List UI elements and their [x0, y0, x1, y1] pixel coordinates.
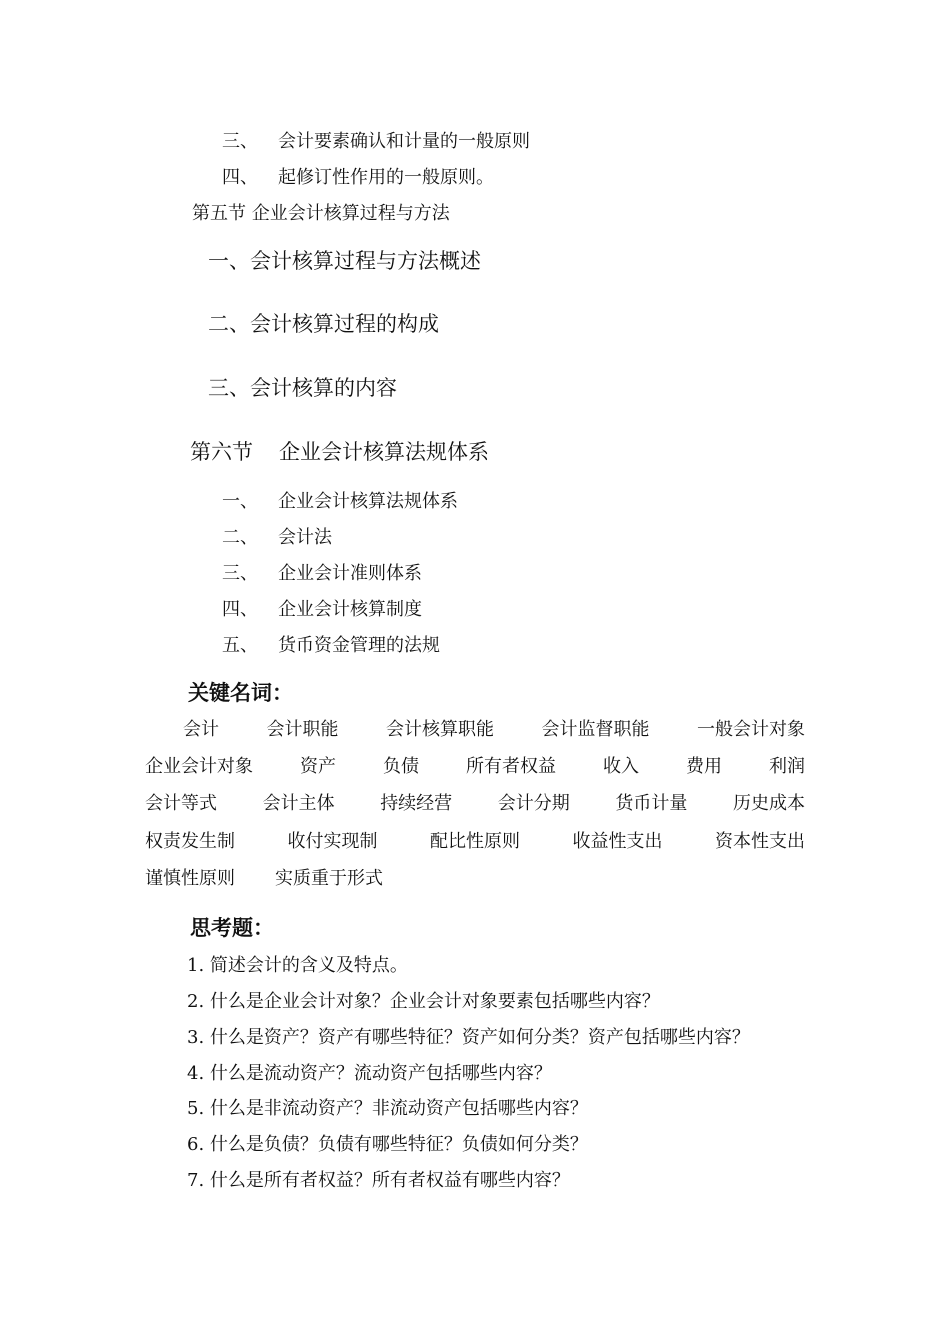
- list-item: 起修订性作用的一般原则。: [278, 167, 494, 188]
- keyword: 会计核算职能: [386, 719, 494, 740]
- keyword: 利润: [769, 756, 805, 777]
- subsection-heading: 一、会计核算过程与方法概述: [208, 249, 481, 273]
- keyword-row: [145, 864, 805, 890]
- keyword: 配比性原则: [430, 831, 520, 852]
- keyword: 会计监督职能: [541, 719, 650, 740]
- subsection-heading: 二、会计核算过程的构成: [208, 312, 439, 336]
- list-item: 企业会计核算法规体系: [278, 491, 458, 512]
- list-number: 三、: [222, 563, 258, 584]
- list-item: 会计要素确认和计量的一般原则: [278, 131, 530, 152]
- keyword: 收付实现制: [287, 831, 378, 852]
- question-item: 6. 什么是负债？负债有哪些特征？负债如何分类？: [187, 1134, 588, 1155]
- keyword: 资产: [300, 756, 336, 777]
- question-item: 4. 什么是流动资产？流动资产包括哪些内容？: [187, 1063, 552, 1084]
- list-item: 企业会计核算制度: [278, 599, 422, 620]
- keyword: 历史成本: [732, 793, 805, 814]
- list-number: 五、: [222, 635, 258, 656]
- keyword-row: [145, 752, 805, 778]
- subsection-heading: 三、会计核算的内容: [208, 376, 397, 400]
- keyword: 资本性支出: [715, 831, 805, 852]
- question-item: 7. 什么是所有者权益？所有者权益有哪些内容？: [187, 1170, 570, 1191]
- keyword-row: [183, 715, 805, 741]
- section-heading: 第五节 企业会计核算过程与方法: [192, 203, 450, 224]
- question-item: 5. 什么是非流动资产？非流动资产包括哪些内容？: [187, 1098, 588, 1119]
- list-number: 二、: [222, 527, 258, 548]
- keyword: 费用: [686, 756, 722, 777]
- keyword: 会计分期: [497, 793, 570, 814]
- list-item: 会计法: [278, 527, 332, 548]
- keyword: 一般会计对象: [697, 719, 805, 740]
- keyword: 实质重于形式: [275, 868, 383, 889]
- questions-heading: 思考题：: [190, 916, 274, 940]
- section-heading-number: 第六节: [190, 440, 253, 464]
- list-number: 四、: [222, 599, 258, 620]
- question-item: 1. 简述会计的含义及特点。: [187, 955, 408, 976]
- keyword: 会计职能: [266, 719, 339, 740]
- keyword: 谨慎性原则: [145, 868, 235, 889]
- keyword: 收入: [603, 756, 639, 777]
- keyword: 企业会计对象: [145, 756, 253, 777]
- keyword: 会计等式: [145, 793, 217, 814]
- list-item: 货币资金管理的法规: [278, 635, 440, 656]
- keywords-heading: 关键名词：: [188, 681, 293, 705]
- keyword: 会计主体: [262, 793, 335, 814]
- keyword: 会计: [183, 719, 219, 740]
- keyword: 所有者权益: [466, 756, 556, 777]
- keyword: 负债: [383, 756, 419, 777]
- list-number: 四、: [222, 167, 258, 188]
- list-number: 三、: [222, 131, 258, 152]
- question-item: 2. 什么是企业会计对象？企业会计对象要素包括哪些内容？: [187, 991, 660, 1012]
- keyword-row: [145, 827, 805, 853]
- list-item: 企业会计准则体系: [278, 563, 422, 584]
- list-number: 一、: [222, 491, 258, 512]
- keyword: 收益性支出: [572, 831, 663, 852]
- section-heading: 企业会计核算法规体系: [279, 440, 489, 464]
- keyword: 权责发生制: [145, 831, 235, 852]
- question-item: 3. 什么是资产？资产有哪些特征？资产如何分类？资产包括哪些内容？: [187, 1027, 750, 1048]
- keyword-row: [145, 789, 805, 815]
- keyword: 货币计量: [615, 793, 688, 814]
- keyword: 持续经营: [380, 793, 453, 814]
